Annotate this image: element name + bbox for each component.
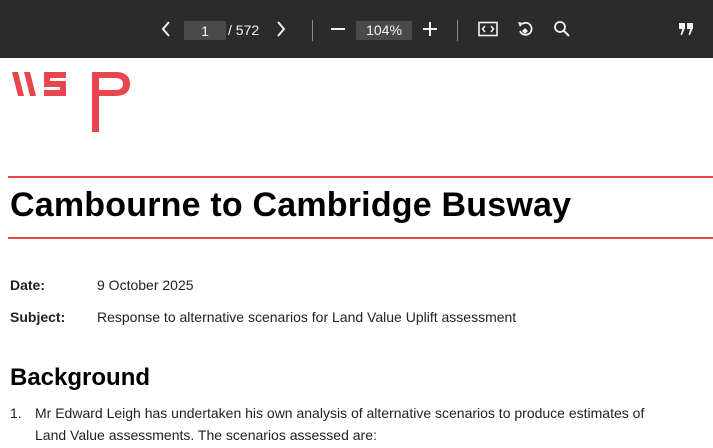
document-title: Cambourne to Cambridge Busway [10,186,572,224]
subject-label: Subject: [10,309,66,325]
date-label: Date: [10,277,46,293]
toolbar-divider [457,20,458,41]
title-bottom-rule [8,237,713,239]
paragraph-number: 1. [10,405,22,421]
rotate-icon[interactable] [515,0,535,58]
pdf-viewer-toolbar [0,0,713,58]
fit-page-icon[interactable] [478,0,498,58]
paragraph-line: Mr Edward Leigh has undertaken his own analysis of alternative scenarios to produce estimates of [35,405,645,421]
paragraph-line: Land Value assessments. The scenarios assessed are: [35,427,377,443]
zoom-out-icon[interactable] [330,0,346,58]
search-icon[interactable] [553,0,571,58]
quote-icon[interactable] [677,0,695,58]
date-value: 9 October 2025 [97,277,194,293]
zoom-level[interactable]: 104% [356,21,412,40]
page-total: / 572 [228,22,260,38]
subject-value: Response to alternative scenarios for Land Value Uplift assessment [97,309,517,325]
zoom-in-icon[interactable] [422,0,438,58]
document-page [0,58,713,448]
page-number-input[interactable] [184,21,226,40]
title-top-rule [8,176,713,178]
chevron-right-icon[interactable] [274,0,288,58]
wsp-logo [10,72,132,137]
toolbar-divider [312,20,313,41]
section-heading: Background [10,364,151,391]
chevron-left-icon[interactable] [158,0,174,58]
